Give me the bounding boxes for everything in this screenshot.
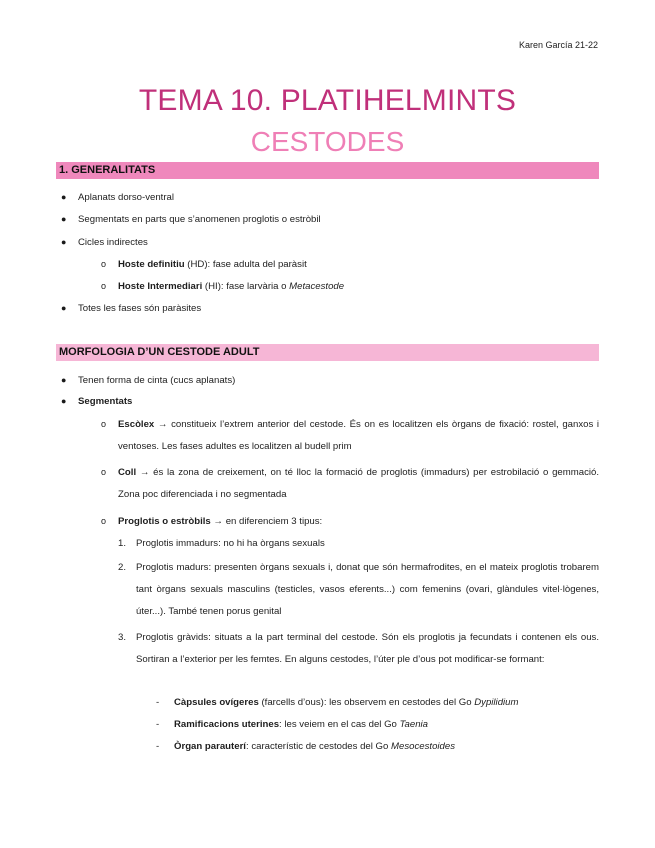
- definition: : les veiem en el cas del Go: [279, 719, 400, 730]
- dash-bullet: -: [156, 741, 160, 752]
- term: Proglotis o estròbils: [118, 516, 211, 527]
- numbered-item-gravids: Proglotis gràvids: situats a la part terminal del cestode. Són els proglotis ja fecundats i contenen els ous. Sortiran a l’exterior per les femtes. En alguns cestodes, l’úter ple d’ous pot modificar-se formant:: [136, 632, 599, 665]
- definition: : característic de cestodes del Go: [245, 741, 392, 752]
- dash-item-capsules: [174, 696, 518, 709]
- italic-term: Mesocestoides: [391, 741, 456, 752]
- list-item: Aplanats dorso-ventral: [78, 192, 174, 203]
- definition: (HI): fase larvària o: [202, 281, 290, 292]
- list-item-segmentats: Segmentats: [78, 396, 133, 407]
- italic-term: Metacestode: [289, 281, 345, 292]
- sub-bullet-icon: o: [101, 516, 107, 526]
- definition: constitueix l’extrem anterior del cestode. És on es localitzen els òrgans de fixació: rostel, ganxos i ventoses. Les fases adultes es localitzen al budell prim: [118, 419, 599, 452]
- bullet-icon: ●: [61, 214, 67, 224]
- definition: (HD): fase adulta del paràsit: [184, 259, 307, 270]
- term: Ramificacions uterines: [174, 719, 280, 730]
- term: Hoste Intermediari: [118, 281, 203, 292]
- term: Càpsules ovígeres: [174, 697, 259, 708]
- sub-bullet-icon: o: [101, 467, 107, 477]
- number-label: 3.: [118, 632, 127, 643]
- italic-term: Dypilidium: [474, 697, 519, 708]
- dash-bullet: -: [156, 697, 160, 708]
- section-heading-morfologia: MORFOLOGIA D’UN CESTODE ADULT: [56, 344, 599, 361]
- author-note: Karen García 21-22: [518, 40, 598, 50]
- term: Coll: [118, 467, 137, 478]
- number-label: 1.: [118, 538, 127, 549]
- list-item: Segmentats en parts que s’anomenen proglotis o estròbil: [78, 214, 321, 225]
- bullet-icon: ●: [61, 237, 67, 247]
- list-item: Totes les fases són paràsites: [78, 303, 202, 314]
- definition: → és la zona de creixement, on té lloc la formació de proglotis (immadurs) per estrobilació o gemmació. Zona poc diferenciada i no segmentada: [118, 467, 599, 500]
- list-item-coll: [118, 462, 599, 506]
- list-item-proglotis: [118, 515, 322, 528]
- number-label: 2.: [118, 562, 127, 573]
- sub-bullet-icon: o: [101, 281, 107, 291]
- list-item-hoste-intermediari: [118, 280, 344, 293]
- definition: (farcells d’ous): les observem en cestodes del Go: [258, 697, 475, 708]
- bullet-icon: ●: [61, 192, 67, 202]
- dash-bullet: -: [156, 719, 160, 730]
- page-title: TEMA 10. PLATIHELMINTS: [138, 84, 517, 117]
- list-item: Cicles indirectes: [78, 237, 148, 248]
- term: Hoste definitiu: [118, 259, 185, 270]
- page-subtitle: CESTODES: [250, 126, 405, 157]
- bullet-icon: ●: [61, 303, 67, 313]
- bullet-icon: ●: [61, 375, 67, 385]
- section-heading-generalitats: 1. GENERALITATS: [56, 162, 599, 179]
- numbered-item-madurs: Proglotis madurs: presenten òrgans sexuals i, donat que són hermafrodites, en el mateix proglotis trobarem tant òrgans sexuals masculins (testicles, vasos eferents...) com femenins (ovari, glàndules vitel·lògenes, úter...). També tenen porus genital: [136, 562, 599, 617]
- term: Escòlex: [118, 419, 155, 430]
- list-item-hoste-definitiu: [118, 258, 307, 271]
- numbered-item-immadurs: Proglotis immadurs: no hi ha òrgans sexuals: [136, 538, 325, 549]
- italic-term: Taenia: [399, 719, 429, 730]
- arrow-icon: →: [154, 419, 172, 430]
- sub-bullet-icon: o: [101, 419, 107, 429]
- term: Òrgan parauterí: [174, 741, 246, 752]
- list-item-escolex: [118, 414, 599, 458]
- bullet-icon: ●: [61, 396, 67, 406]
- list-item: Tenen forma de cinta (cucs aplanats): [78, 375, 236, 386]
- dash-item-ramificacions: [174, 718, 428, 731]
- sub-bullet-icon: o: [101, 259, 107, 269]
- definition: → en diferenciem 3 tipus:: [210, 516, 323, 527]
- dash-item-organ-parauteri: [174, 740, 455, 753]
